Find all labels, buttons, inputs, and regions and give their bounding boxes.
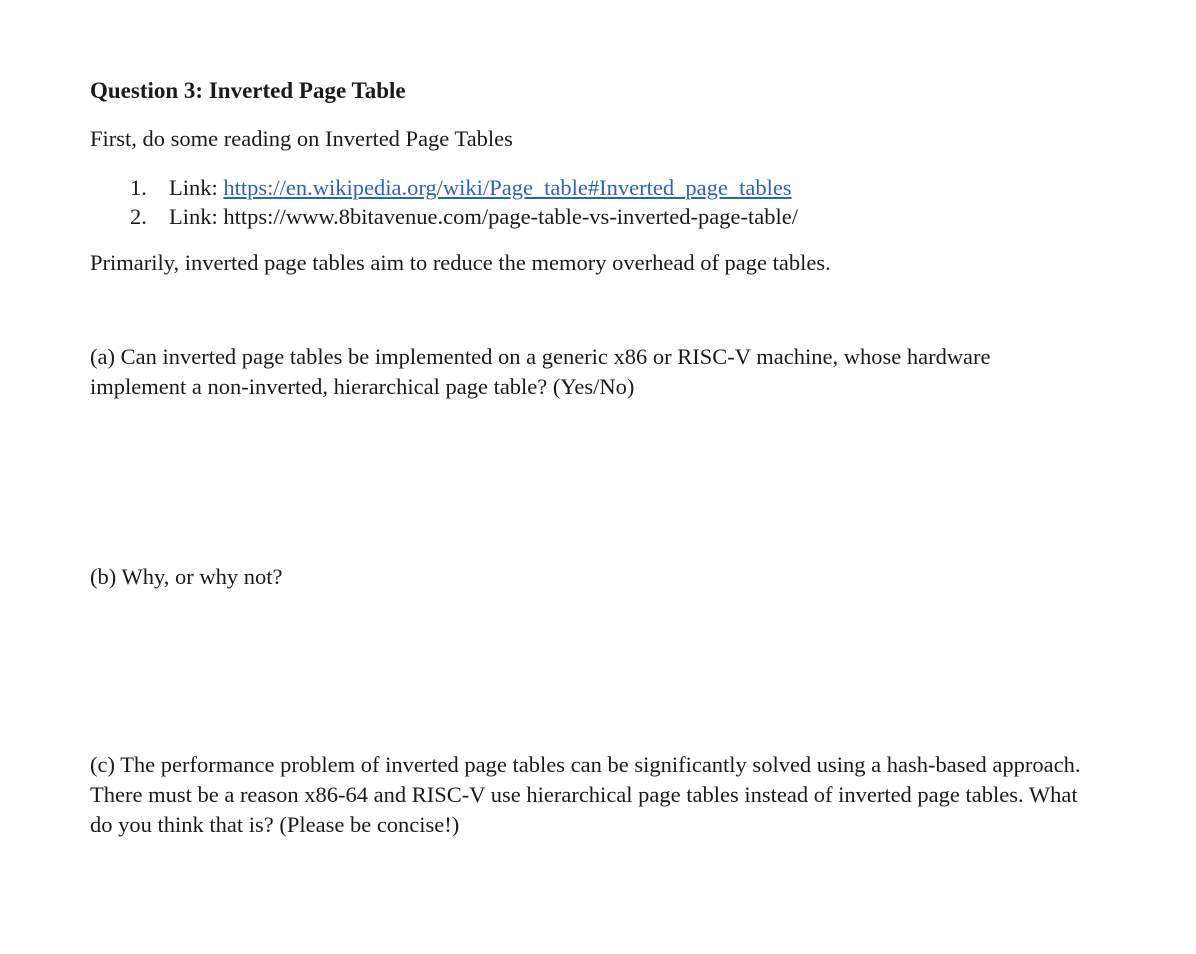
intro-text: First, do some reading on Inverted Page Tables: [90, 126, 513, 151]
question-c: [90, 750, 1150, 840]
wikipedia-link[interactable]: https://en.wikipedia.org/wiki/Page_table#Inverted_page_tables: [223, 175, 792, 200]
link-label: Link:: [169, 204, 224, 229]
question-c-line-1: (c) The performance problem of inverted page tables can be significantly solved using a hash-based approach.: [90, 752, 1081, 777]
link-label: Link:: [169, 175, 224, 200]
list-item: [90, 202, 798, 231]
list-number: 1.: [130, 175, 147, 200]
list-number: 2.: [130, 204, 147, 229]
question-a: [90, 342, 1150, 402]
question-heading: Question 3: Inverted Page Table: [90, 78, 406, 103]
question-b: (b) Why, or why not?: [90, 564, 283, 589]
question-c-line-2: There must be a reason x86-64 and RISC-V use hierarchical page tables instead of inverted page tables. What: [90, 782, 1078, 807]
summary-text: Primarily, inverted page tables aim to reduce the memory overhead of page tables.: [90, 250, 831, 275]
question-c-line-3: do you think that is? (Please be concise!): [90, 812, 460, 837]
question-a-line-1: (a) Can inverted page tables be implemented on a generic x86 or RISC-V machine, whose hardware: [90, 344, 991, 369]
reading-links-list: [90, 173, 798, 231]
list-item: [90, 173, 798, 202]
question-a-line-2: implement a non-inverted, hierarchical page table? (Yes/No): [90, 374, 635, 399]
8bitavenue-url-text: https://www.8bitavenue.com/page-table-vs-inverted-page-table/: [223, 204, 798, 229]
